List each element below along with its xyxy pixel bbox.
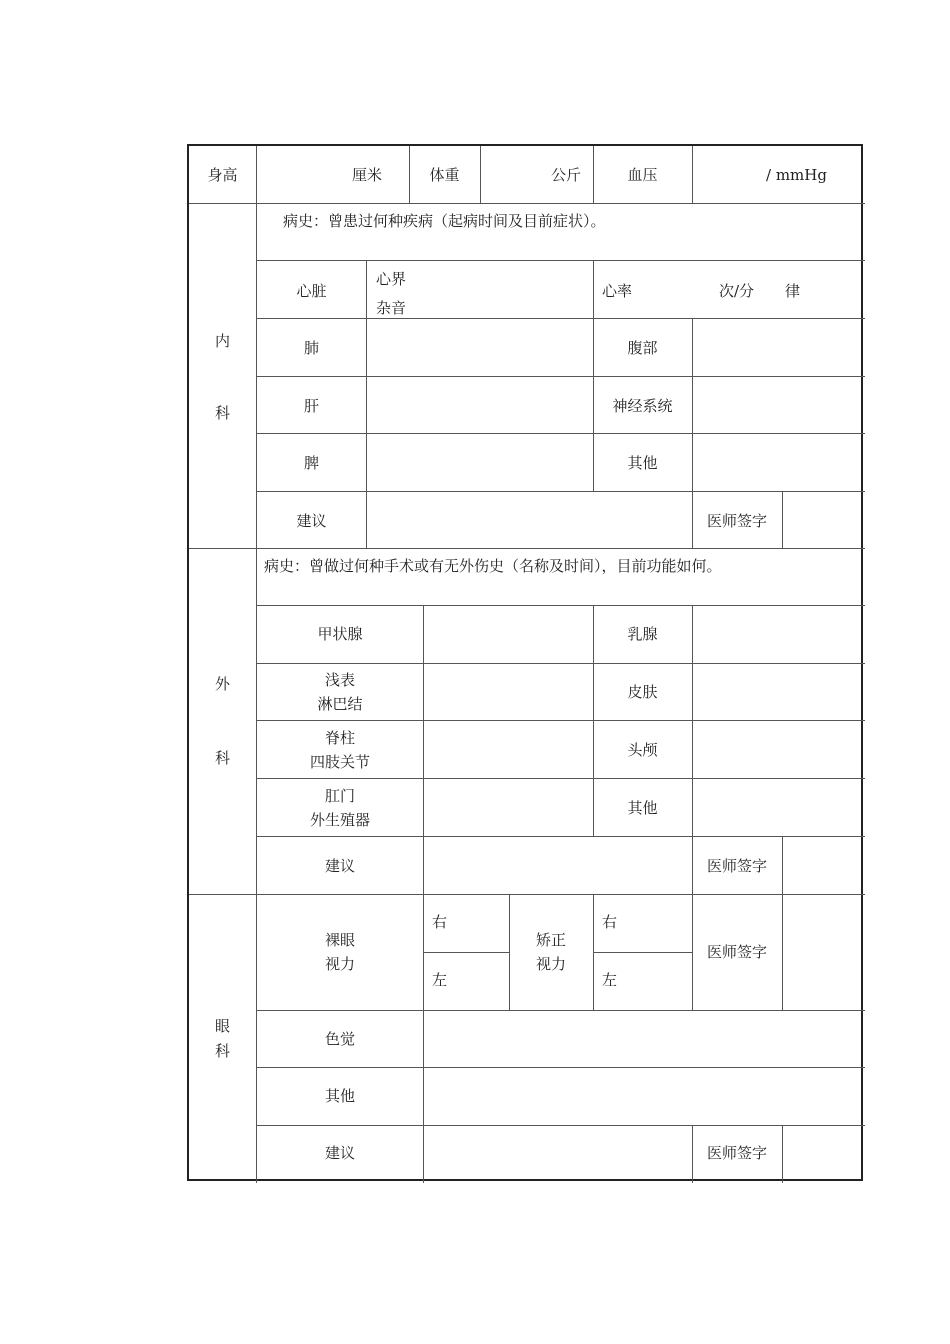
column-divider: [692, 146, 693, 203]
row-divider: [257, 720, 865, 721]
rhythm-label: 律: [785, 282, 801, 300]
head-neck-label: 头颅: [627, 741, 658, 759]
column-divider: [480, 146, 481, 203]
column-divider: [692, 318, 693, 491]
column-divider: [423, 605, 424, 894]
height-unit: 厘米: [352, 166, 383, 184]
other-label: 其他: [324, 1087, 355, 1105]
doctor-signature-label: 医师签字: [706, 512, 767, 530]
nervous-system-label: 神经系统: [612, 397, 673, 415]
column-divider: [366, 491, 367, 548]
column-divider: [782, 836, 783, 894]
heart-rate-label: 心率: [602, 282, 633, 300]
doctor-signature-label: 医师签字: [706, 1144, 767, 1162]
right-eye-label: 右: [602, 913, 618, 931]
section-divider: [189, 894, 865, 895]
column-divider: [593, 894, 594, 1010]
section-divider: [189, 548, 865, 549]
liver-label: 肝: [303, 397, 319, 415]
column-divider: [366, 260, 367, 491]
lymph-label: 淋巴结: [317, 695, 363, 713]
section-label-ophthalmology: 眼: [214, 1017, 230, 1035]
column-divider: [782, 491, 783, 548]
lung-label: 肺: [303, 339, 319, 357]
lymph-label: 浅表: [324, 671, 355, 689]
doctor-signature-label: 医师签字: [706, 943, 767, 961]
row-divider: [257, 433, 865, 434]
left-eye-label: 左: [602, 971, 618, 989]
surgery-history: 病史：曾做过何种手术或有无外伤史（名称及时间），目前功能如何。: [264, 557, 722, 575]
thyroid-label: 甲状腺: [317, 625, 363, 643]
column-divider: [593, 260, 594, 318]
row-divider: [257, 260, 865, 261]
corrected-vision-label: 矫正: [535, 931, 566, 949]
section-label-internal: 科: [214, 404, 230, 422]
row-divider: [593, 952, 692, 953]
section-label-surgery: 外: [214, 675, 230, 693]
row-divider: [423, 952, 509, 953]
bp-label: 血压: [627, 166, 658, 184]
heart-murmur-label: 杂音: [376, 299, 407, 317]
row-divider: [257, 778, 865, 779]
heart-label: 心脏: [296, 282, 327, 300]
anus-genital-label: 外生殖器: [309, 811, 370, 829]
advice-label: 建议: [324, 1144, 355, 1162]
bp-unit: / mmHg: [766, 166, 827, 184]
weight-unit: 公斤: [551, 166, 582, 184]
row-divider: [257, 376, 865, 377]
internal-history: 病史：曾患过何种疾病（起病时间及目前症状）。: [283, 212, 606, 230]
section-label-internal: 内: [214, 332, 230, 350]
row-divider: [257, 1010, 865, 1011]
heart-border-label: 心界: [376, 270, 407, 288]
corrected-vision-label: 视力: [535, 955, 566, 973]
advice-label: 建议: [296, 512, 327, 530]
other-label: 其他: [627, 799, 658, 817]
left-eye-label: 左: [432, 971, 448, 989]
column-divider: [782, 1125, 783, 1183]
spine-label: 四肢关节: [309, 753, 370, 771]
medical-exam-form: [187, 144, 863, 1181]
advice-label: 建议: [324, 857, 355, 875]
row-divider: [257, 663, 865, 664]
height-label: 身高: [207, 166, 238, 184]
section-label-ophthalmology: 科: [214, 1042, 230, 1060]
spleen-label: 脾: [303, 454, 319, 472]
row-divider: [257, 491, 865, 492]
weight-label: 体重: [429, 166, 460, 184]
color-vision-label: 色觉: [324, 1030, 355, 1048]
row-divider: [257, 1125, 865, 1126]
other-label: 其他: [627, 454, 658, 472]
row-divider: [257, 1067, 865, 1068]
row-divider: [257, 605, 865, 606]
row-divider: [257, 318, 865, 319]
right-eye-label: 右: [432, 913, 448, 931]
anus-genital-label: 肛门: [324, 787, 355, 805]
abdomen-label: 腹部: [627, 339, 658, 357]
spine-label: 脊柱: [324, 729, 355, 747]
row-divider: [189, 203, 865, 204]
column-divider: [692, 605, 693, 836]
doctor-signature-label: 医师签字: [706, 857, 767, 875]
breast-label: 乳腺: [627, 625, 658, 643]
row-divider: [257, 836, 865, 837]
heart-rate-unit: 次/分: [719, 282, 755, 300]
column-divider: [782, 894, 783, 1010]
section-label-surgery: 科: [214, 749, 230, 767]
naked-vision-label: 裸眼: [324, 931, 355, 949]
naked-vision-label: 视力: [324, 955, 355, 973]
skin-label: 皮肤: [627, 683, 658, 701]
column-divider: [423, 894, 424, 1183]
